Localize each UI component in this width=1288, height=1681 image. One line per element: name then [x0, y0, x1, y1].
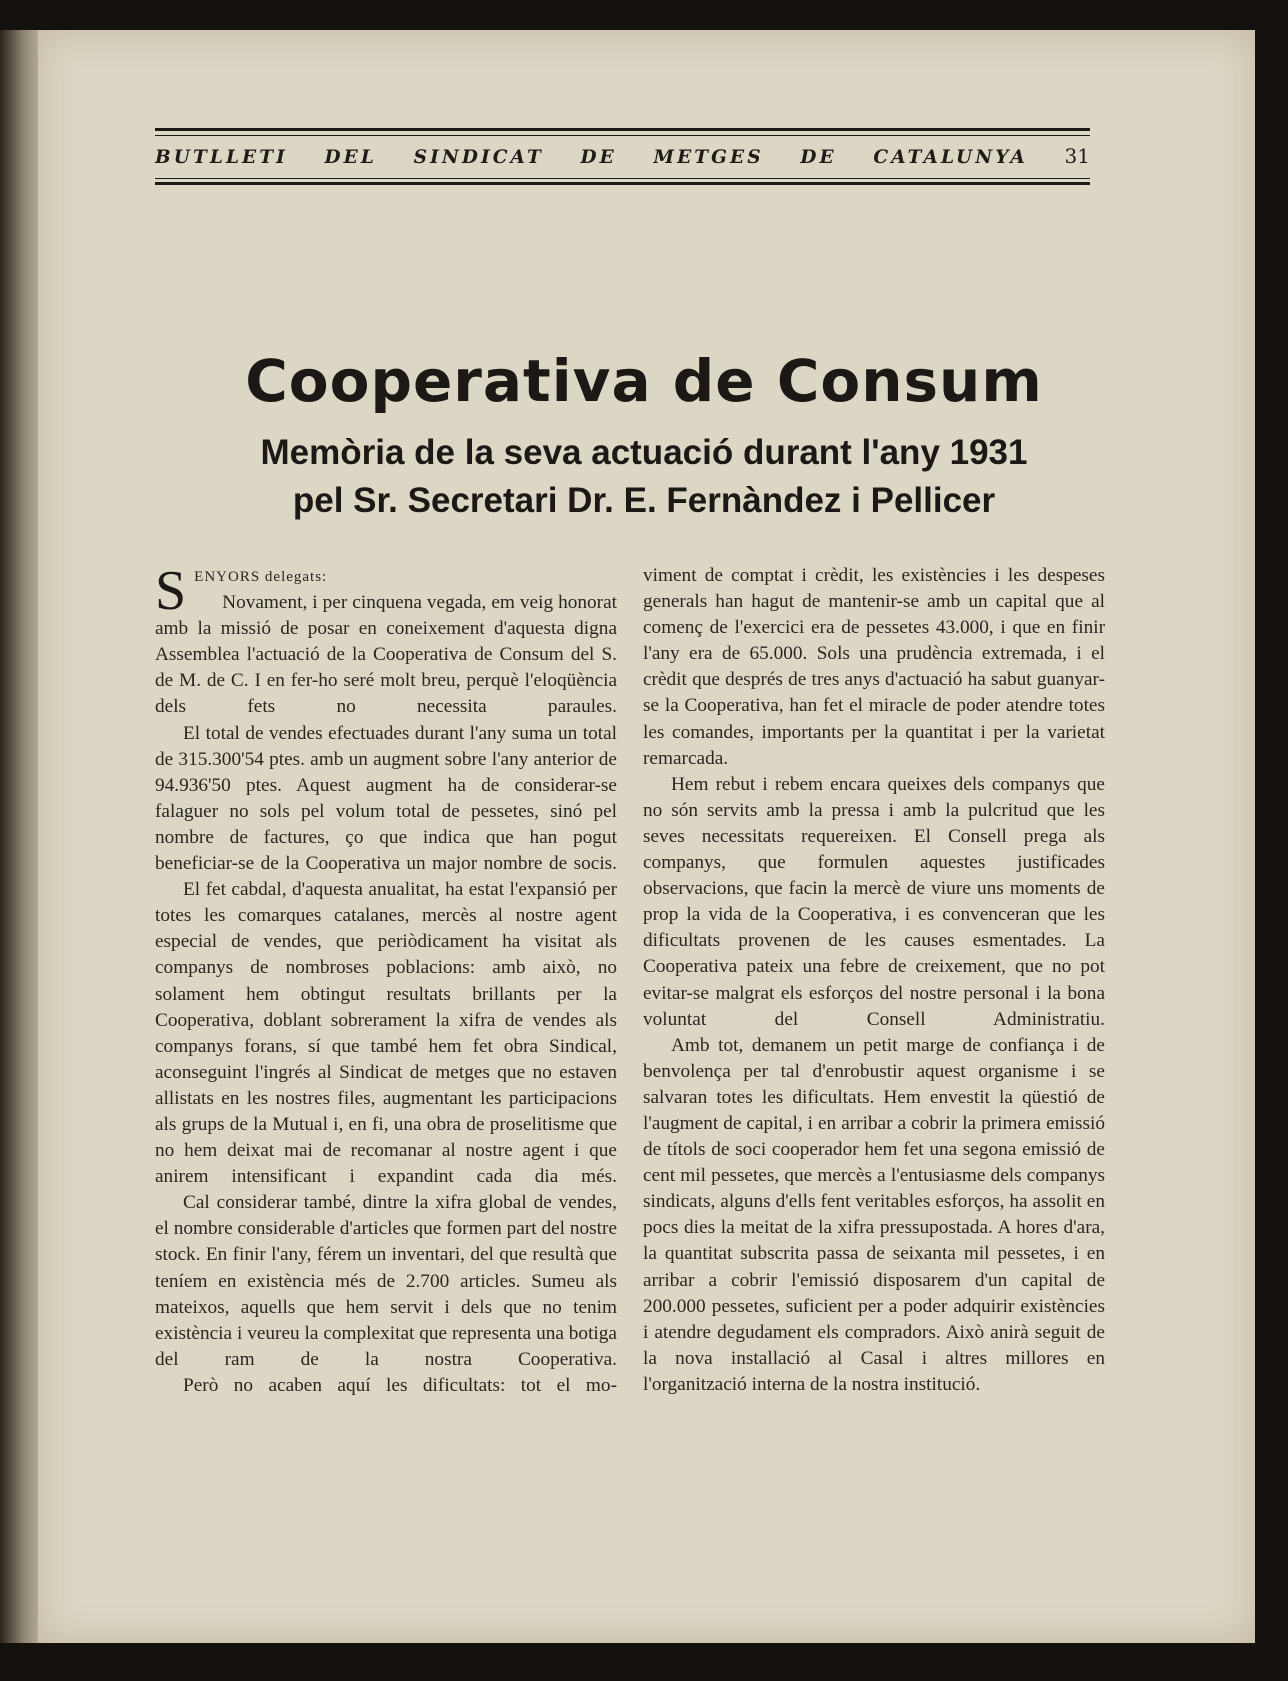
header-word: SINDICAT: [413, 147, 544, 168]
header-rule-bottom-thin: [155, 178, 1090, 179]
header-word: DEL: [324, 147, 377, 168]
salutation: [155, 560, 617, 622]
paragraph: Amb tot, demanem un petit marge de confiança i de benvolença per tal d'enrobustir aquest organisme i se salvaran totes les dificultats. Hem envestit la qüestió de l'augment de capital, i en arribar a cobrir la primera emissió de títols de soci cooperador hem fet una segona emissió de cent mil pessetes, que mercès a l'entusiasme dels companys sindicats, alguns d'ells fent veritables esforços, ha assolit en pocs dies la meitat de la xifra pressupostada. A hores d'ara, la quantitat subscrita passa de seixanta mil pessetes, i en arribar a cobrir l'emissió disposarem d'un capital de 200.000 pessetes, suficient per a poder adquirir existències i atendre degudament els compradors. Això anirà seguit de la nova installació al Casal i altres millores en l'organització interna de la nostra institució.: [643, 1034, 1105, 1395]
header-word: DE: [800, 147, 837, 168]
page-number: 31: [1064, 144, 1090, 168]
left-column: [155, 560, 617, 1399]
paragraph: Hem rebut i rebem encara queixes dels companys que no són servits amb la pressa i amb la pulcritud que les seves necessitats requereixen. El Consell prega als companys, que formulen aquestes justificades observacions, que facin la mercè de viure uns moments de prop la vida de la Cooperativa, i es convenceran que les dificultats provenen de les causes esmentades. La Cooperativa pateix una febre de creixement, que no pot evitar-se malgrat els esforços del nostre personal i la bona voluntat del Consell Administratiu.: [643, 773, 1105, 1030]
right-column: [643, 563, 1105, 1398]
paragraph: Cal considerar també, dintre la xifra global de vendes, el nombre considerable d'articles que formen part del nostre stock. En finir l'any, férem un inventari, del que resultà que teníem en existència més de 2.700 articles. Sumeu als mateixos, aquells que hem servit i dels que no tenim existència i veureu la complexitat que representa una botiga del ram de la nostra Cooperativa.: [155, 1192, 617, 1370]
paragraph: Però no acaben aquí les dificultats: tot el mo-: [183, 1374, 617, 1396]
paragraph: El fet cabdal, d'aquesta anualitat, ha estat l'expansió per totes les comarques catalanes, mercès al nostre agent especial de vendes, que periòdicament ha visitat als companys de nombroses poblacions: amb això, no solament hem obtingut resultats brillants per la Cooperativa, doblant sobrerament la xifra de vendes als companys forans, sí que també hem fet obra Sindical, aconseguint l'ingrés al Sindicat de metges que no estaven allistats en les nostres files, augmentant les participacions als grups de la Mutual i, en fi, una obra de proselitisme que no hem deixat mai de recomanar al nostre agent i que anirem intensificant i expandint cada dia més.: [155, 879, 617, 1188]
header-word: METGES: [653, 147, 764, 168]
article-byline: pel Sr. Secretari Dr. E. Fernàndez i Pellicer: [292, 481, 996, 520]
article-title: Cooperativa de Consum: [245, 347, 1043, 415]
paragraph: El total de vendes efectuades durant l'any suma un total de 315.300'54 ptes. amb un augment sobre l'any anterior de 94.936'50 ptes. Aquest augment ha de considerar-se falaguer no sols pel volum total de pessetes, sinó pel nombre de factures, ço que indica que han pogut beneficiar-se de la Cooperativa un major nombre de socis.: [155, 722, 617, 875]
header-rule-bottom: [155, 182, 1090, 185]
header-rule-top-thin: [155, 135, 1090, 136]
book-spine-edge: [0, 30, 40, 1643]
header-word: BUTLLETI: [155, 147, 288, 168]
salutation-text: ENYORS delegats:: [194, 569, 328, 585]
header-word: CATALUNYA: [873, 147, 1028, 168]
header-text: [155, 144, 1090, 168]
running-header: [155, 128, 1090, 186]
paragraph: viment de comptat i crèdit, les existències i les despeses generals han hagut de mantenir-se amb un capital que al començ de l'exercici era de pessetes 43.000, i que en finir l'any era de 65.000. Sols una prudència extremada, i el crèdit que després de tres anys d'actuació ha sabut guanyar-se la Cooperativa, han fet el miracle de poder atendre totes les comandes, importants per la quantitat i per la varietat remarcada.: [643, 565, 1105, 769]
article-subtitle: Memòria de la seva actuació durant l'any 1931: [260, 433, 1028, 472]
drop-cap: S: [155, 560, 187, 622]
header-word: DE: [580, 147, 617, 168]
paragraph: Novament, i per cinquena vegada, em veig honorat amb la missió de posar en coneixement d'aquesta digna Assemblea l'actuació de la Cooperativa de Consum del S. de M. de C. I en fer-ho seré molt breu, perquè l'eloqüència dels fets no necessita paraules.: [155, 592, 617, 718]
header-rule-top: [155, 128, 1090, 131]
